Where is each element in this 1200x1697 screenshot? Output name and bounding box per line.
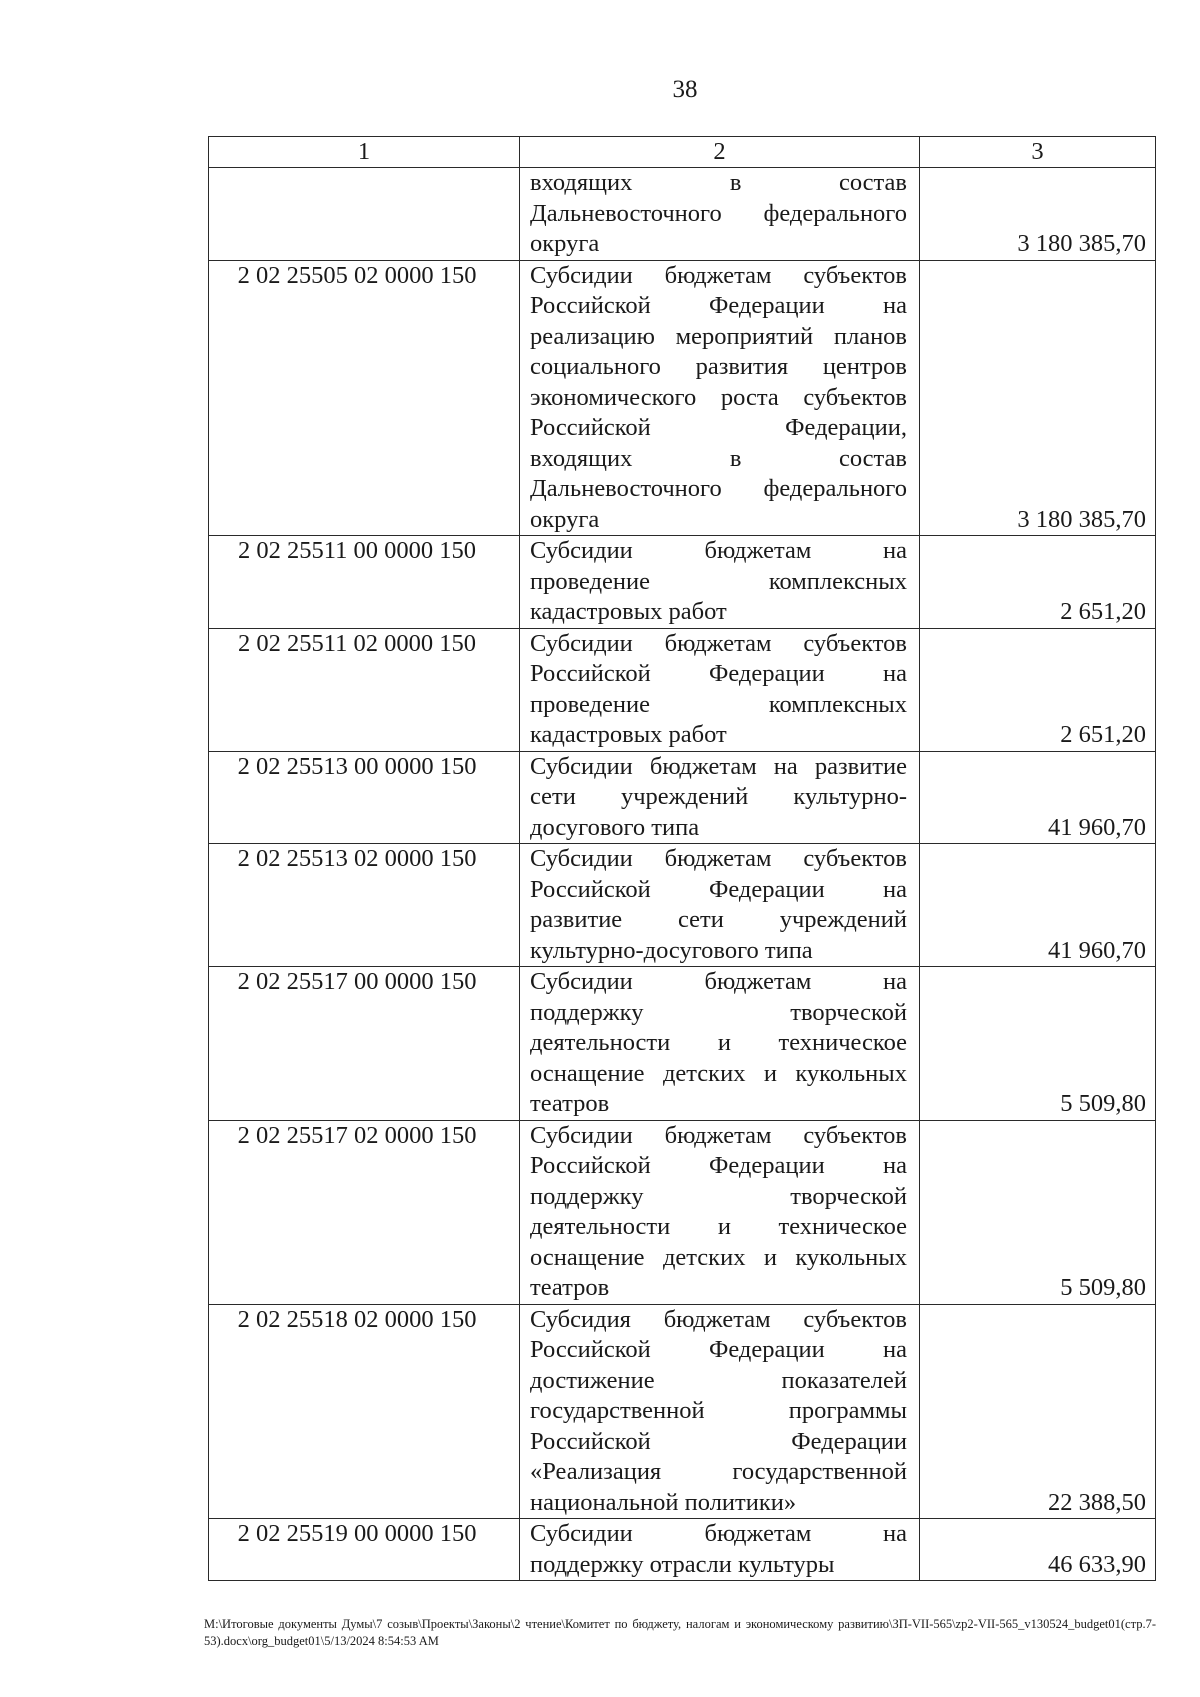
page-number: 38 — [672, 76, 698, 103]
amount-cell: 3 180 385,70 — [920, 168, 1156, 261]
amount-cell: 5 509,80 — [920, 1120, 1156, 1304]
description-cell — [520, 751, 920, 844]
description-line: Российской Федерации — [530, 1427, 907, 1455]
budget-code-cell: 2 02 25505 02 0000 150 — [209, 260, 520, 536]
description-line: проведение комплексных — [530, 690, 907, 718]
amount-cell: 3 180 385,70 — [920, 260, 1156, 536]
description-line: Российской Федерации на — [530, 1152, 907, 1179]
description-line: экономического роста субъектов — [530, 383, 907, 411]
description-cell — [520, 168, 920, 261]
description-line: Дальневосточного федерального — [530, 199, 907, 227]
description-line: достижение показателей — [530, 1366, 907, 1394]
description-line: поддержку творческой — [530, 998, 907, 1026]
description-cell — [520, 1519, 920, 1581]
description-cell — [520, 1304, 920, 1519]
description-line: театров — [530, 1274, 610, 1301]
table-row — [209, 1519, 1156, 1581]
description-line: Российской Федерации на — [530, 292, 907, 319]
description-line: Российской Федерации на — [530, 875, 907, 903]
description-line: округа — [530, 230, 600, 257]
description-line: Российской Федерации на — [530, 1336, 907, 1363]
description-line: Субсидии бюджетам субъектов — [530, 629, 907, 657]
amount-cell: 41 960,70 — [920, 844, 1156, 967]
budget-code-cell: 2 02 25517 00 0000 150 — [209, 967, 520, 1121]
amount-cell: 5 509,80 — [920, 967, 1156, 1121]
budget-code-cell: 2 02 25513 02 0000 150 — [209, 844, 520, 967]
description-line: Дальневосточного федерального — [530, 475, 907, 502]
description-line: входящих в состав — [530, 169, 907, 196]
description-line: национальной политики» — [530, 1488, 797, 1516]
budget-code-cell: 2 02 25517 02 0000 150 — [209, 1120, 520, 1304]
description-line: Субсидии бюджетам на — [530, 1520, 907, 1547]
amount-cell: 46 633,90 — [920, 1519, 1156, 1581]
table-row — [209, 844, 1156, 967]
table-row — [209, 536, 1156, 629]
description-cell — [520, 260, 920, 536]
column-header-1: 1 — [209, 137, 520, 168]
table-row — [209, 751, 1156, 844]
budget-code-cell: 2 02 25511 00 0000 150 — [209, 536, 520, 629]
description-line: Субсидии бюджетам на — [530, 968, 907, 995]
description-cell — [520, 1120, 920, 1304]
description-line: входящих в состав — [530, 444, 907, 472]
description-line: Субсидия бюджетам субъектов — [530, 1305, 907, 1333]
description-line: Российской Федерации на — [530, 660, 907, 687]
description-line: кадастровых работ — [530, 721, 727, 748]
description-line: Российской Федерации, — [530, 414, 907, 441]
description-line: сети учреждений культурно- — [530, 783, 907, 810]
budget-code-cell: 2 02 25511 02 0000 150 — [209, 628, 520, 751]
amount-cell: 41 960,70 — [920, 751, 1156, 844]
description-line: Субсидии бюджетам на развитие — [530, 752, 907, 780]
description-line: социального развития центров — [530, 353, 907, 380]
table-row — [209, 967, 1156, 1121]
description-line: поддержку творческой — [530, 1182, 907, 1210]
description-line: реализацию мероприятий планов — [530, 322, 907, 350]
budget-table — [208, 136, 1156, 1581]
footer-file-path: M:\Итоговые документы Думы\7 созыв\Проекты\Законы\2 чтение\Комитет по бюджету, налогам и экономическому развитию\ЗП-VII-565\zp2-VII-565_v130524_budget01(стр.7-53).docx\org_budget01\5/13/2024 8:54:53 AM — [204, 1617, 1156, 1648]
description-line: поддержку отрасли культуры — [530, 1550, 835, 1578]
description-line: культурно-досугового типа — [530, 936, 813, 964]
column-header-3: 3 — [920, 137, 1156, 168]
description-line: Субсидии бюджетам субъектов — [530, 261, 907, 289]
description-line: досугового типа — [530, 813, 700, 841]
description-line: оснащение детских и кукольных — [530, 1243, 907, 1271]
description-line: округа — [530, 505, 600, 533]
table-row — [209, 1304, 1156, 1519]
description-line: кадастровых работ — [530, 598, 727, 625]
description-line: деятельности и техническое — [530, 1029, 907, 1056]
description-line: «Реализация государственной — [530, 1458, 907, 1485]
amount-cell: 22 388,50 — [920, 1304, 1156, 1519]
description-line: Субсидии бюджетам субъектов — [530, 1121, 907, 1149]
table-body — [209, 137, 1156, 1581]
description-cell — [520, 628, 920, 751]
description-line: театров — [530, 1090, 610, 1117]
description-line: Субсидии бюджетам на — [530, 537, 907, 564]
amount-cell: 2 651,20 — [920, 536, 1156, 629]
amount-cell: 2 651,20 — [920, 628, 1156, 751]
table-row — [209, 260, 1156, 536]
description-cell — [520, 536, 920, 629]
description-cell — [520, 844, 920, 967]
budget-code-cell: 2 02 25519 00 0000 150 — [209, 1519, 520, 1581]
budget-code-cell: 2 02 25518 02 0000 150 — [209, 1304, 520, 1519]
budget-code-cell: 2 02 25513 00 0000 150 — [209, 751, 520, 844]
description-line: оснащение детских и кукольных — [530, 1059, 907, 1087]
description-line: развитие сети учреждений — [530, 906, 907, 933]
budget-code-cell — [209, 168, 520, 261]
description-cell — [520, 967, 920, 1121]
table-header-row — [209, 137, 1156, 168]
table-row — [209, 1120, 1156, 1304]
description-line: государственной программы — [530, 1397, 907, 1424]
description-line: деятельности и техническое — [530, 1213, 907, 1240]
description-line: проведение комплексных — [530, 567, 907, 595]
description-line: Субсидии бюджетам субъектов — [530, 845, 907, 872]
table-row — [209, 628, 1156, 751]
table-row — [209, 168, 1156, 261]
column-header-2: 2 — [520, 137, 920, 168]
